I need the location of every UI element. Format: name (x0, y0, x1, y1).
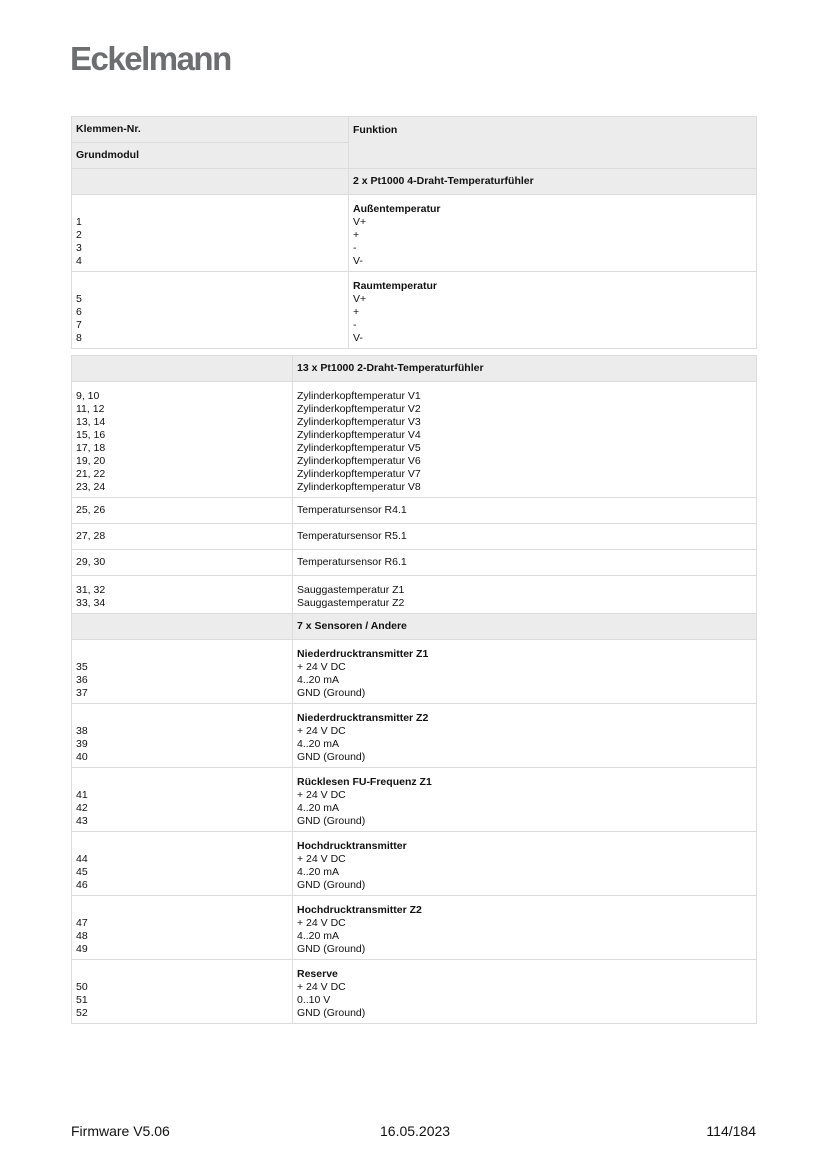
terminal-cell (72, 832, 293, 896)
terminal-number: 44 (76, 853, 88, 865)
group-title: Niederdrucktransmitter Z1 (297, 648, 429, 660)
function-cell (349, 195, 757, 272)
table-row (72, 576, 757, 614)
terminal-number: 41 (76, 789, 88, 801)
terminal-number: 8 (76, 332, 82, 344)
function-text: + 24 V DC (297, 981, 346, 993)
table-row (72, 524, 757, 550)
terminal-cell (72, 382, 293, 498)
terminal-number: 48 (76, 930, 88, 942)
terminal-number: 21, 22 (76, 468, 106, 480)
terminal-number: 17, 18 (76, 442, 106, 454)
function-text: GND (Ground) (297, 879, 366, 891)
function-text: Temperatursensor R5.1 (293, 524, 757, 550)
function-text: GND (Ground) (297, 815, 366, 827)
terminal-number: 36 (76, 674, 88, 686)
terminal-number: 19, 20 (76, 455, 106, 467)
function-text: V+ (353, 293, 367, 305)
function-cell (293, 832, 757, 896)
terminal-number: 3 (76, 242, 82, 254)
terminal-number: 40 (76, 751, 88, 763)
table-row (72, 704, 757, 768)
terminal-number: 15, 16 (76, 429, 106, 441)
table-row (72, 896, 757, 960)
terminal-number: 29, 30 (72, 550, 293, 576)
footer-firmware: Firmware V5.06 (71, 1123, 170, 1139)
terminal-number: 45 (76, 866, 88, 878)
function-text: Sauggastemperatur Z1 (297, 584, 405, 596)
col-header-klemmen: Klemmen-Nr. (72, 117, 349, 143)
function-cell (349, 272, 757, 349)
terminal-number: 43 (76, 815, 88, 827)
terminal-number: 6 (76, 306, 82, 318)
section-empty-cell (72, 169, 349, 195)
function-text: Zylinderkopftemperatur V3 (297, 416, 421, 428)
function-text: 4..20 mA (297, 802, 340, 814)
function-cell (293, 576, 757, 614)
function-text: 4..20 mA (297, 866, 340, 878)
table-row (72, 832, 757, 896)
function-cell (293, 960, 757, 1024)
terminal-number: 46 (76, 879, 88, 891)
terminal-number: 51 (76, 994, 88, 1006)
function-text: - (353, 242, 357, 254)
function-text: Zylinderkopftemperatur V2 (297, 403, 421, 415)
terminal-number: 4 (76, 255, 82, 267)
section-title: 13 x Pt1000 2-Draht-Temperaturfühler (293, 356, 757, 382)
function-text: + 24 V DC (297, 661, 346, 673)
function-text: GND (Ground) (297, 687, 366, 699)
terminal-number: 23, 24 (76, 481, 106, 493)
function-text: Temperatursensor R6.1 (293, 550, 757, 576)
footer-date: 16.05.2023 (380, 1123, 451, 1139)
table-row (72, 640, 757, 704)
terminal-cell (72, 576, 293, 614)
terminal-number: 7 (76, 319, 82, 331)
function-text: Sauggastemperatur Z2 (297, 597, 405, 609)
function-text: Zylinderkopftemperatur V1 (297, 390, 421, 402)
function-text: GND (Ground) (297, 751, 366, 763)
function-text: 4..20 mA (297, 674, 340, 686)
terminal-number: 52 (76, 1007, 88, 1019)
terminal-number: 9, 10 (76, 390, 100, 402)
terminal-number: 25, 26 (72, 498, 293, 524)
function-text: 0..10 V (297, 994, 331, 1006)
function-cell (293, 768, 757, 832)
terminal-cell (72, 640, 293, 704)
group-title: Reserve (297, 968, 338, 980)
function-text: + 24 V DC (297, 789, 346, 801)
function-cell (293, 640, 757, 704)
function-cell (293, 382, 757, 498)
group-title: Raumtemperatur (353, 280, 438, 292)
section-empty-cell (72, 614, 293, 640)
terminal-number: 33, 34 (76, 597, 106, 609)
group-title: Hochdrucktransmitter Z2 (297, 904, 422, 916)
section-empty-cell (72, 356, 293, 382)
terminal-number: 1 (76, 216, 82, 228)
group-title: Hochdrucktransmitter (297, 840, 407, 852)
function-text: - (353, 319, 357, 331)
group-title: Niederdrucktransmitter Z2 (297, 712, 429, 724)
table-row (72, 382, 757, 498)
table-row (72, 550, 757, 576)
terminal-cell (72, 195, 349, 272)
function-text: 4..20 mA (297, 738, 340, 750)
function-text: Zylinderkopftemperatur V6 (297, 455, 421, 467)
eckelmann-logo: Eckelmann (70, 40, 231, 77)
section-title: 2 x Pt1000 4-Draht-Temperaturfühler (349, 169, 757, 195)
terminal-number: 35 (76, 661, 88, 673)
table-row (72, 768, 757, 832)
terminal-number: 42 (76, 802, 88, 814)
function-text: Zylinderkopftemperatur V4 (297, 429, 421, 441)
function-text: V+ (353, 216, 367, 228)
function-text: GND (Ground) (297, 1007, 366, 1019)
function-text: V- (353, 255, 363, 267)
terminal-number: 2 (76, 229, 82, 241)
group-title: Außentemperatur (353, 203, 441, 215)
terminal-number: 11, 12 (76, 403, 105, 415)
terminal-number: 38 (76, 725, 88, 737)
col-subheader-grundmodul: Grundmodul (72, 143, 349, 169)
terminal-number: 39 (76, 738, 88, 750)
table-row (72, 195, 757, 272)
function-text: Temperatursensor R4.1 (293, 498, 757, 524)
terminal-number: 50 (76, 981, 88, 993)
terminal-number: 47 (76, 917, 88, 929)
function-text: + 24 V DC (297, 725, 346, 737)
terminal-number: 27, 28 (72, 524, 293, 550)
table-row (72, 960, 757, 1024)
terminal-cell (72, 704, 293, 768)
function-text: + 24 V DC (297, 853, 346, 865)
terminal-table-sensors (71, 355, 757, 1024)
terminal-number: 5 (76, 293, 82, 305)
function-text: Zylinderkopftemperatur V5 (297, 442, 421, 454)
terminal-cell (72, 960, 293, 1024)
function-text: GND (Ground) (297, 943, 366, 955)
table-row (72, 498, 757, 524)
terminal-cell (72, 272, 349, 349)
function-text: V- (353, 332, 363, 344)
function-cell (293, 704, 757, 768)
terminal-table-grundmodul (71, 116, 757, 349)
terminal-number: 31, 32 (76, 584, 106, 596)
terminal-number: 37 (76, 687, 88, 699)
col-header-funktion: Funktion (349, 117, 757, 169)
function-text: + 24 V DC (297, 917, 346, 929)
table-row (72, 272, 757, 349)
function-text: Zylinderkopftemperatur V7 (297, 468, 421, 480)
terminal-number: 49 (76, 943, 88, 955)
footer-page-number: 114/184 (706, 1123, 756, 1139)
function-text: 4..20 mA (297, 930, 340, 942)
function-text: + (353, 306, 360, 318)
function-text: Zylinderkopftemperatur V8 (297, 481, 421, 493)
terminal-number: 13, 14 (76, 416, 106, 428)
terminal-cell (72, 896, 293, 960)
function-cell (293, 896, 757, 960)
terminal-cell (72, 768, 293, 832)
function-text: + (353, 229, 360, 241)
section-title: 7 x Sensoren / Andere (293, 614, 757, 640)
group-title: Rücklesen FU-Frequenz Z1 (297, 776, 432, 788)
